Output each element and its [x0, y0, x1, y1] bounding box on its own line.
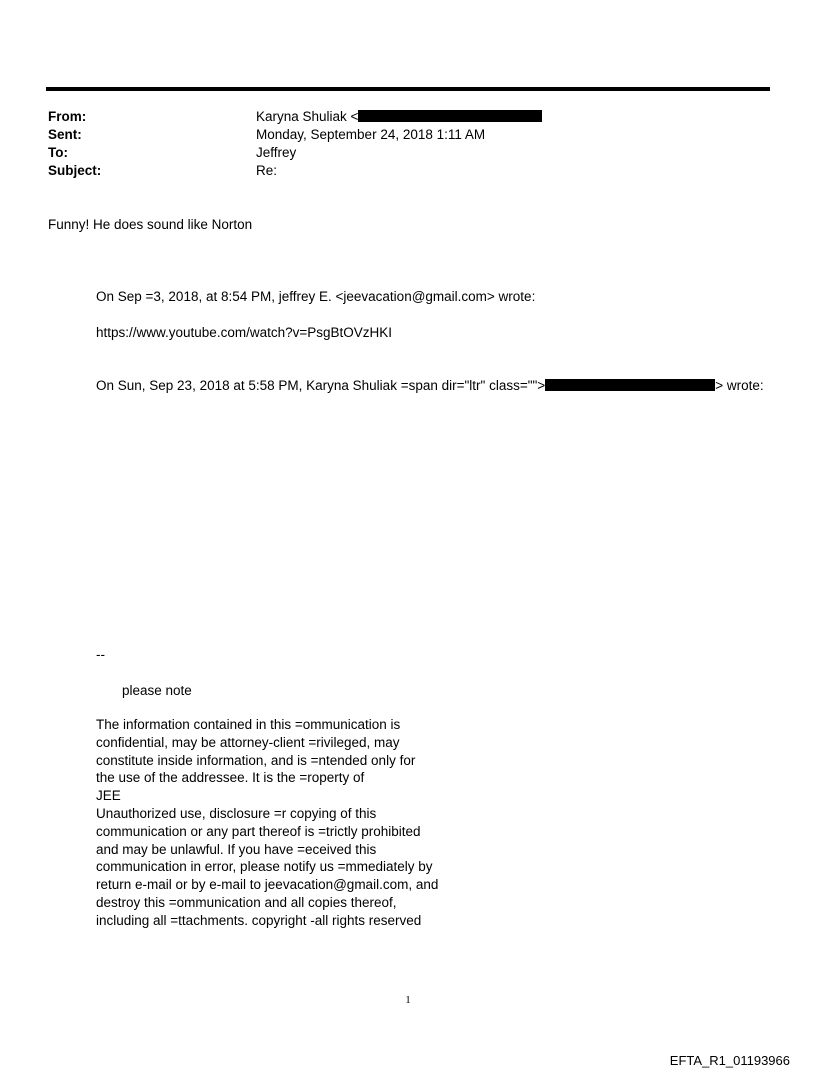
from-label: From: [48, 109, 87, 124]
from-sender: Karyna Shuliak < [256, 109, 359, 124]
page-number: 1 [405, 994, 411, 1006]
reply-text: Funny! He does sound like Norton [48, 217, 253, 232]
quote1-link[interactable]: https://www.youtube.com/watch?v=PsgBtOVzHKI [96, 325, 393, 340]
from-value [256, 108, 542, 126]
quote2-intro-suffix: > wrote: [715, 378, 764, 393]
disclaimer-line: constitute inside information, and is =ntended only for [96, 752, 416, 768]
to-label: To: [48, 145, 68, 160]
signature-dashes: -- [96, 647, 105, 662]
quote1-intro: On Sep =3, 2018, at 8:54 PM, jeffrey E. <jeevacation@gmail.com> wrote: [96, 289, 536, 304]
disclaimer-line: and may be unlawful. If you have =eceived this [96, 841, 377, 857]
disclaimer-line: destroy this =ommunication and all copies thereof, [96, 894, 397, 910]
disclaimer-line: the use of the addressee. It is the =roperty of [96, 770, 365, 786]
from-row [48, 108, 768, 126]
disclaimer [96, 716, 456, 930]
disclaimer-line: communication in error, please notify us =mmediately by [96, 859, 433, 875]
redaction-box [358, 110, 542, 122]
disclaimer-line: The information contained in this =ommunication is [96, 717, 401, 732]
subject-value: Re: [256, 163, 278, 178]
disclaimer-line: including all =ttachments. copyright -all rights reserved [96, 912, 422, 928]
to-row [48, 144, 768, 162]
subject-label: Subject: [48, 163, 102, 178]
header-rule [46, 87, 770, 91]
subject-row [48, 162, 768, 180]
disclaimer-line: JEE [96, 788, 121, 804]
disclaimer-line: return e-mail or by e-mail to jeevacation@gmail.com, and [96, 877, 439, 893]
quote2-intro [96, 377, 764, 395]
document-id: EFTA_R1_01193966 [669, 1053, 790, 1068]
redaction-box [545, 379, 715, 391]
please-note: please note [122, 683, 192, 698]
quote2-intro-prefix: On Sun, Sep 23, 2018 at 5:58 PM, Karyna Shuliak =span dir="ltr" class=""> [96, 378, 546, 393]
disclaimer-line: communication or any part thereof is =trictly prohibited [96, 823, 421, 839]
disclaimer-line: Unauthorized use, disclosure =r copying of this [96, 805, 377, 821]
to-value: Jeffrey [256, 145, 297, 160]
sent-label: Sent: [48, 127, 82, 142]
sent-row [48, 126, 768, 144]
sent-value: Monday, September 24, 2018 1:11 AM [256, 127, 486, 142]
disclaimer-line: confidential, may be attorney-client =rivileged, may [96, 734, 400, 750]
